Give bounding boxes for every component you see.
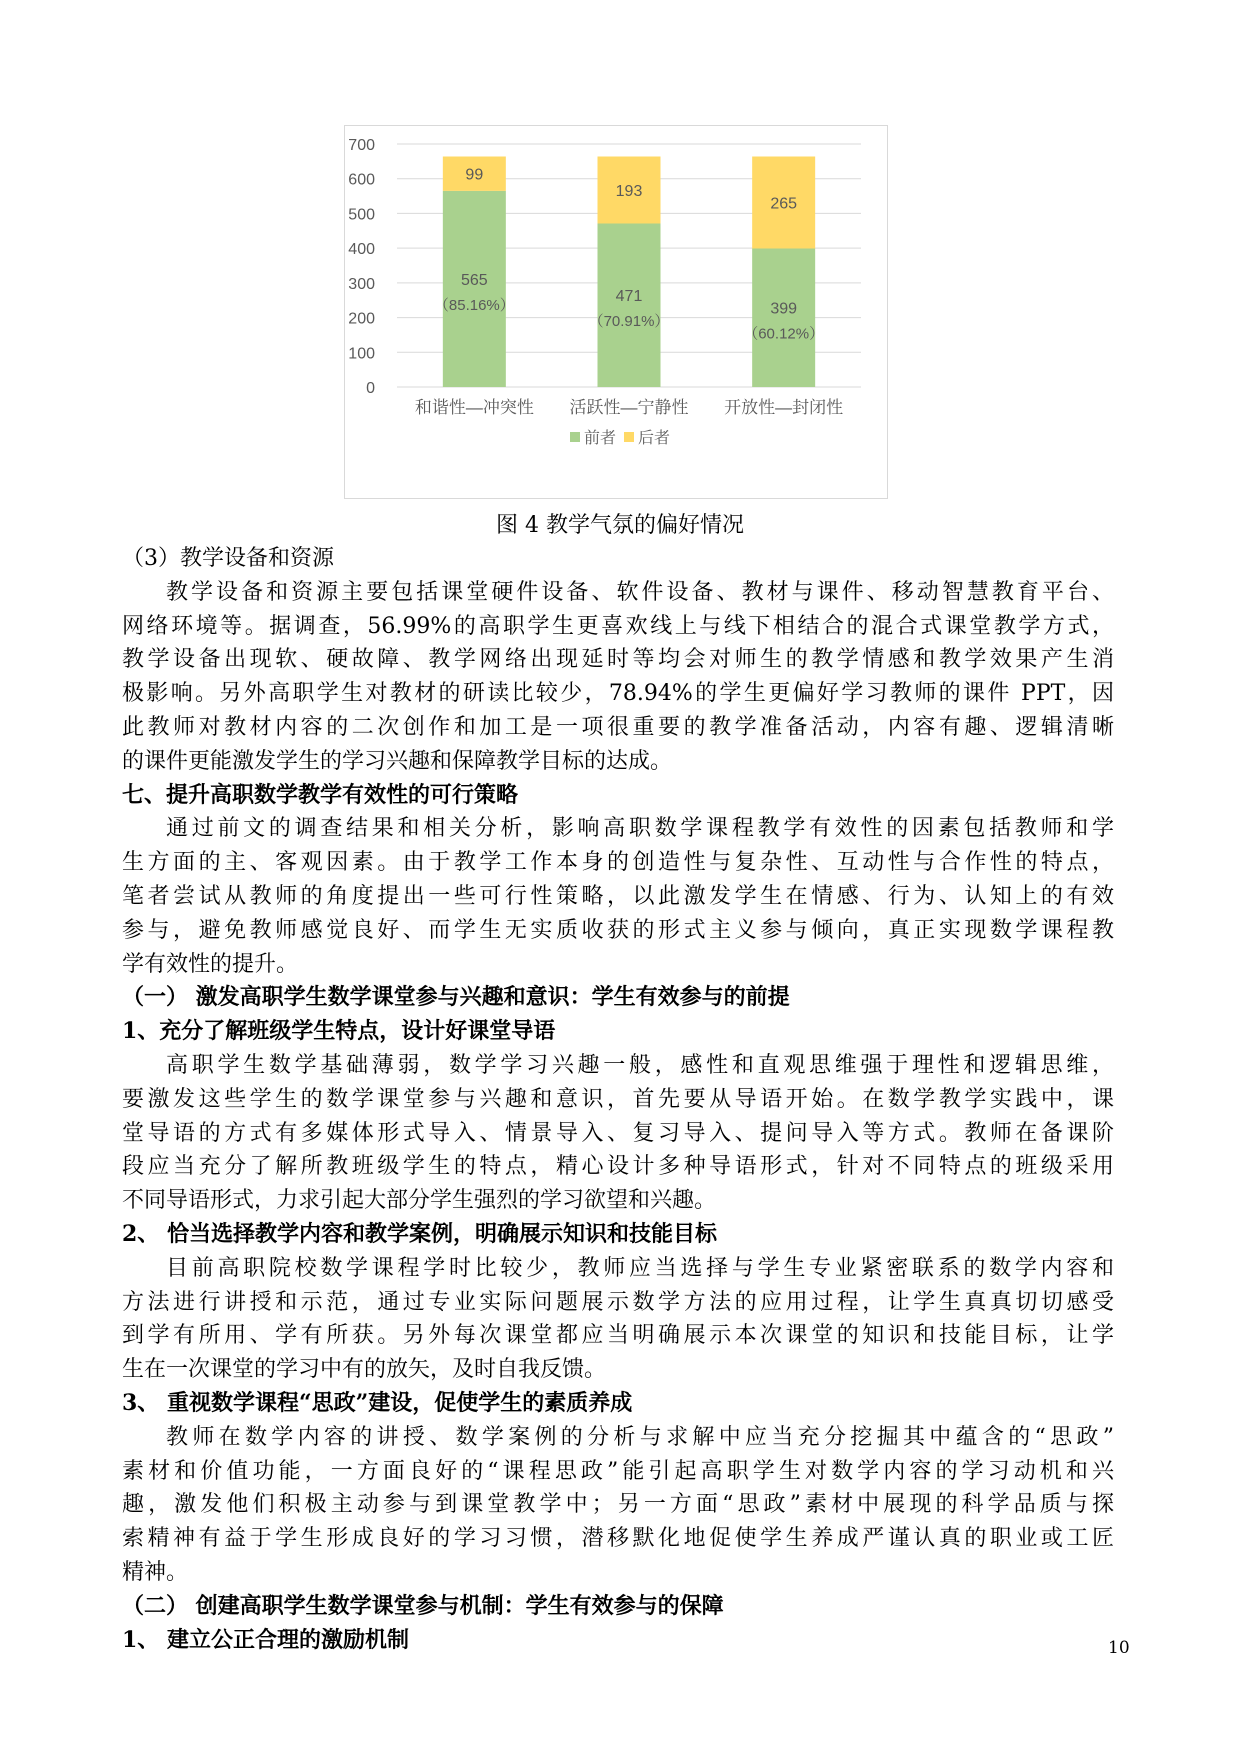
text-line: 网络环境等。据调查，56.99%的高职学生更喜欢线上与线下相结合的混合式课堂教学方式， xyxy=(122,613,1114,639)
stacked-bar-chart xyxy=(344,125,888,499)
data-label: 193 xyxy=(615,182,643,200)
text-line: 生在一次课堂的学习中有的放矢，及时自我反馈。 xyxy=(122,1357,607,1383)
text-line: 索精神有益于学生形成良好的学习习惯，潜移默化地促使学生养成严谨认真的职业或工匠 xyxy=(122,1526,1114,1552)
text-line: 段应当充分了解所教班级学生的特点，精心设计多种导语形式，针对不同特点的班级采用 xyxy=(122,1154,1114,1180)
legend-label: 前者 xyxy=(584,430,617,447)
legend-swatch-latter xyxy=(624,432,634,442)
legend-label: 后者 xyxy=(638,430,671,447)
text-line: 教学设备和资源主要包括课堂硬件设备、软件设备、教材与课件、移动智慧教育平台、 xyxy=(166,579,1114,605)
text-line: 教学设备出现软、硬故障、教学网络出现延时等均会对师生的教学情感和教学效果产生消 xyxy=(122,647,1114,673)
section-heading: 2、 恰当选择教学内容和教学案例，明确展示知识和技能目标 xyxy=(122,1220,717,1247)
data-label-percent: （85.16%） xyxy=(433,296,515,314)
text-line: 极影响。另外高职学生对教材的研读比较少，78.94%的学生更偏好学习教师的课件 PPT，因 xyxy=(122,681,1114,707)
y-tick-label: 600 xyxy=(348,171,375,189)
text-line: 此教师对教材内容的二次创作和加工是一项很重要的教学准备活动，内容有趣、逻辑清晰 xyxy=(122,714,1114,740)
section-heading: 3、 重视数学课程“思政”建设，促使学生的素质养成 xyxy=(122,1389,633,1416)
text-line: 参与，避免教师感觉良好、而学生无实质收获的形式主义参与倾向，真正实现数学课程教 xyxy=(122,917,1114,943)
data-label: 471 xyxy=(615,288,643,306)
legend-swatch-former xyxy=(570,432,580,442)
data-label: 565 xyxy=(460,271,488,289)
text-line: 笔者尝试从教师的角度提出一些可行性策略，以此激发学生在情感、行为、认知上的有效 xyxy=(122,883,1114,909)
text-line: 素材和价值功能，一方面良好的“课程思政”能引起高职学生对数学内容的学习动机和兴 xyxy=(122,1458,1114,1484)
section-heading: （二） 创建高职学生数学课堂参与机制：学生有效参与的保障 xyxy=(122,1592,724,1619)
text-line: 通过前文的调查结果和相关分析，影响高职数学课程教学有效性的因素包括教师和学 xyxy=(166,816,1114,842)
section-heading: 七、提升高职数学教学有效性的可行策略 xyxy=(122,781,519,808)
text-line: 生方面的主、客观因素。由于教学工作本身的创造性与复杂性、互动性与合作性的特点， xyxy=(122,850,1114,876)
page-number: 10 xyxy=(1108,1638,1130,1658)
x-tick-label: 开放性—封闭性 xyxy=(724,398,844,417)
text-line: 趣，激发他们积极主动参与到课堂教学中；另一方面“思政”素材中展现的科学品质与探 xyxy=(122,1492,1114,1518)
chart-svg xyxy=(345,126,886,497)
y-tick-label: 400 xyxy=(348,241,375,259)
data-label: 99 xyxy=(465,166,484,184)
text-line: 堂导语的方式有多媒体形式导入、情景导入、复习导入、提问导入等方式。教师在备课阶 xyxy=(122,1120,1114,1146)
text-line: 到学有所用、学有所获。另外每次课堂都应当明确展示本次课堂的知识和技能目标，让学 xyxy=(122,1323,1114,1349)
y-tick-label: 100 xyxy=(348,345,375,363)
x-tick-label: 和谐性—冲突性 xyxy=(414,398,534,417)
data-label-percent: （70.91%） xyxy=(588,313,670,331)
data-label-percent: （60.12%） xyxy=(743,325,825,343)
text-line: 方法进行讲授和示范，通过专业实际问题展示数学方法的应用过程，让学生真真切切感受 xyxy=(122,1289,1114,1315)
text-line: 的课件更能激发学生的学习兴趣和保障教学目标的达成。 xyxy=(122,748,673,774)
y-tick-label: 0 xyxy=(366,380,375,397)
body-text xyxy=(122,542,1114,1657)
text-line: （3）教学设备和资源 xyxy=(122,546,334,571)
y-tick-label: 700 xyxy=(348,137,375,154)
section-heading: （一） 激发高职学生数学课堂参与兴趣和意识：学生有效参与的前提 xyxy=(122,984,790,1011)
y-tick-label: 500 xyxy=(348,206,375,224)
y-tick-label: 300 xyxy=(348,275,375,293)
figure-caption: 图 4 教学气氛的偏好情况 xyxy=(496,513,744,538)
text-line: 要激发这些学生的数学课堂参与兴趣和意识，首先要从导语开始。在数学教学实践中，课 xyxy=(122,1086,1114,1112)
section-heading: 1、 建立公正合理的激励机制 xyxy=(122,1626,409,1653)
text-line: 目前高职院校数学课程学时比较少，教师应当选择与学生专业紧密联系的数学内容和 xyxy=(166,1255,1114,1281)
text-line: 高职学生数学基础薄弱，数学学习兴趣一般，感性和直观思维强于理性和逻辑思维， xyxy=(166,1052,1114,1078)
data-label: 399 xyxy=(770,300,798,318)
x-tick-label: 活跃性—宁静性 xyxy=(569,398,689,417)
data-label: 265 xyxy=(770,195,798,213)
y-tick-label: 200 xyxy=(348,310,375,328)
text-line: 不同导语形式，力求引起大部分学生强烈的学习欲望和兴趣。 xyxy=(122,1188,717,1214)
text-line: 精神。 xyxy=(122,1559,189,1585)
text-line: 学有效性的提升。 xyxy=(122,951,299,977)
text-line: 教师在数学内容的讲授、数学案例的分析与求解中应当充分挖掘其中蕴含的“思政” xyxy=(166,1424,1114,1450)
section-heading: 1、充分了解班级学生特点，设计好课堂导语 xyxy=(122,1018,556,1045)
